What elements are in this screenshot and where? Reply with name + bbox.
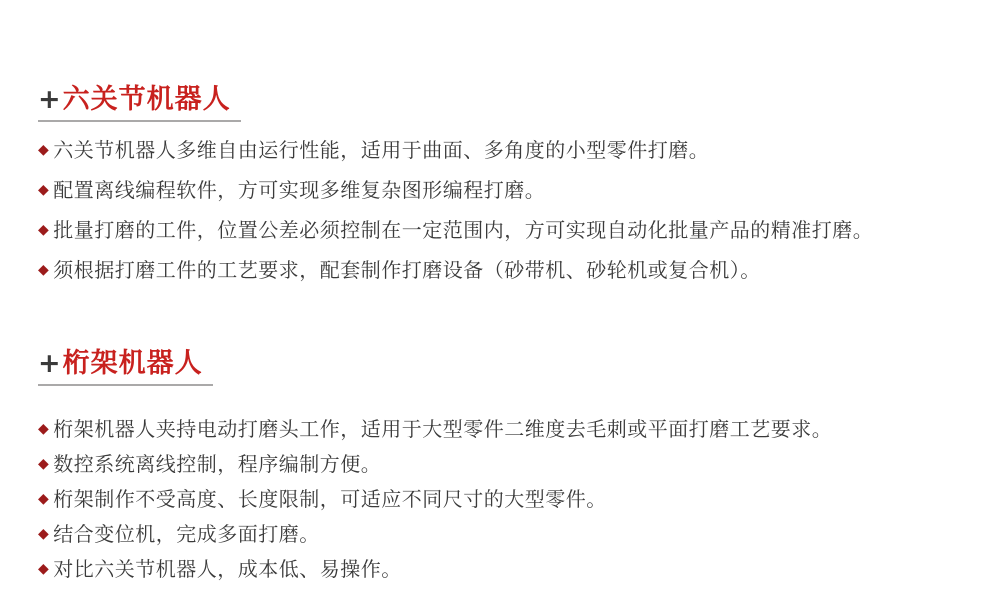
six-axis-robot-title: 六关节机器人 — [62, 84, 231, 115]
diamond-bullet-icon: ◆ — [38, 561, 50, 577]
bullet-text: 配置离线编程软件，方可实现多维复杂图形编程打磨。 — [53, 178, 546, 202]
diamond-bullet-icon: ◆ — [38, 262, 50, 278]
bullet-text: 须根据打磨工件的工艺要求，配套制作打磨设备（砂带机、砂轮机或复合机）。 — [53, 258, 761, 282]
bullet-text: 桁架机器人夹持电动打磨头工作，适用于大型零件二维度去毛刺或平面打磨工艺要求。 — [53, 417, 833, 441]
bullet-item — [38, 556, 970, 583]
bullet-item — [38, 137, 970, 164]
plus-prefix: + — [38, 84, 62, 115]
gantry-robot-bullet-list — [38, 416, 970, 583]
six-axis-robot-bullet-list — [38, 137, 970, 284]
bullet-item — [38, 177, 970, 204]
bullet-text: 对比六关节机器人，成本低、易操作。 — [53, 557, 402, 581]
bullet-item — [38, 521, 970, 548]
diamond-bullet-icon: ◆ — [38, 182, 50, 198]
section-six-axis-robot — [38, 86, 970, 284]
bullet-item — [38, 217, 970, 244]
six-axis-robot-heading — [38, 86, 241, 122]
bullet-item — [38, 416, 970, 443]
diamond-bullet-icon: ◆ — [38, 491, 50, 507]
bullet-text: 批量打磨的工件，位置公差必须控制在一定范围内，方可实现自动化批量产品的精准打磨。 — [53, 218, 874, 242]
bullet-text: 六关节机器人多维自由运行性能，适用于曲面、多角度的小型零件打磨。 — [53, 138, 710, 162]
diamond-bullet-icon: ◆ — [38, 142, 50, 158]
gantry-robot-title: 桁架机器人 — [62, 348, 203, 379]
diamond-bullet-icon: ◆ — [38, 421, 50, 437]
bullet-item — [38, 451, 970, 478]
diamond-bullet-icon: ◆ — [38, 456, 50, 472]
plus-prefix: + — [38, 348, 62, 379]
section-gantry-robot — [38, 350, 970, 583]
bullet-text: 桁架制作不受高度、长度限制，可适应不同尺寸的大型零件。 — [53, 487, 607, 511]
gantry-robot-heading — [38, 350, 213, 386]
section-heading-row — [38, 350, 970, 386]
bullet-text: 结合变位机，完成多面打磨。 — [53, 522, 320, 546]
section-heading-row — [38, 86, 970, 122]
bullet-item — [38, 486, 970, 513]
bullet-item — [38, 257, 970, 284]
diamond-bullet-icon: ◆ — [38, 526, 50, 542]
diamond-bullet-icon: ◆ — [38, 222, 50, 238]
bullet-text: 数控系统离线控制，程序编制方便。 — [53, 452, 382, 476]
